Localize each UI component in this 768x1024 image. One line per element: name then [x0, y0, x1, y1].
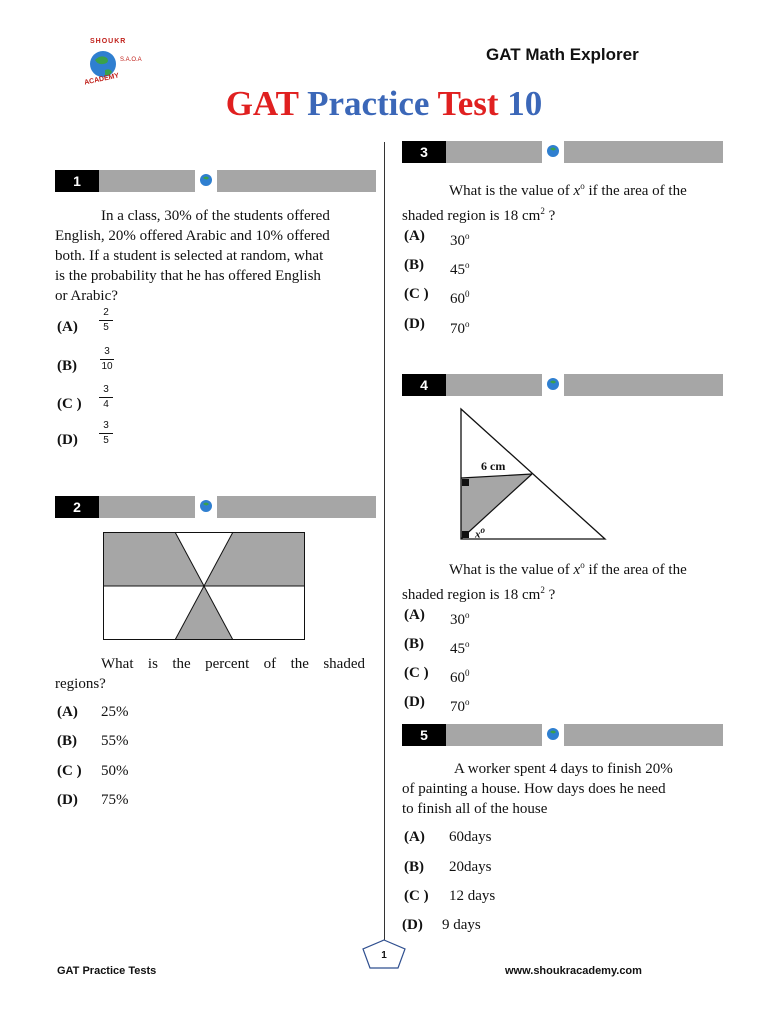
option-label: (D) — [57, 432, 78, 448]
fraction-denominator: 10 — [101, 361, 113, 372]
question-2-number: 2 — [55, 496, 99, 518]
fraction-numerator: 3 — [99, 419, 113, 434]
question-5-bar — [402, 724, 723, 746]
option-label: (A) — [404, 228, 425, 244]
question-3-number: 3 — [402, 141, 446, 163]
option-label: (C ) — [404, 286, 429, 302]
option-value: 55% — [101, 733, 129, 749]
q5-line: of painting a house. How days does he need — [402, 781, 666, 797]
degree-mark: o — [465, 231, 470, 241]
option-value: 60 — [450, 291, 465, 307]
fraction-denominator: 5 — [103, 435, 109, 446]
q4-line — [402, 580, 722, 605]
degree-mark: o — [480, 525, 485, 535]
question-4-bar — [402, 374, 723, 396]
q5-option-d[interactable] — [402, 914, 542, 936]
option-value: 75% — [101, 792, 129, 808]
q2-option-b[interactable] — [57, 730, 177, 752]
question-1-text — [55, 206, 375, 306]
question-3-text — [402, 176, 722, 226]
question-1-number: 1 — [55, 170, 99, 192]
q5-line: to finish all of the house — [402, 801, 548, 817]
degree-mark: o — [580, 560, 585, 570]
question-4-number: 4 — [402, 374, 446, 396]
option-value: 60days — [449, 829, 492, 845]
q3-option-c[interactable] — [404, 283, 524, 305]
q1-line: is the probability that he has offered English — [55, 268, 321, 284]
page-number-badge — [362, 939, 406, 969]
option-label: (A) — [404, 829, 425, 845]
q4-line — [402, 555, 722, 580]
q4-text-d: ? — [544, 587, 556, 603]
option-label: (B) — [57, 358, 77, 374]
q4-option-c[interactable] — [404, 662, 524, 684]
q3-option-d[interactable] — [404, 313, 524, 335]
q3-option-b[interactable] — [404, 254, 524, 276]
q4-option-d[interactable] — [404, 691, 524, 713]
footer-website-link[interactable]: www.shoukracademy.com — [505, 965, 642, 977]
q3-option-a[interactable] — [404, 225, 524, 247]
option-label: (C ) — [57, 396, 82, 412]
option-value: 30 — [450, 233, 465, 249]
degree-mark: o — [465, 319, 470, 329]
option-value: 25% — [101, 704, 129, 720]
q2-option-a[interactable] — [57, 701, 177, 723]
option-label: (C ) — [57, 763, 82, 779]
option-label: (D) — [404, 694, 425, 710]
option-value: 70 — [450, 699, 465, 715]
option-label: (A) — [404, 607, 425, 623]
option-value: 60 — [450, 670, 465, 686]
fraction-denominator: 5 — [103, 322, 109, 333]
option-label: (D) — [404, 316, 425, 332]
option-label: (D) — [57, 792, 78, 808]
q1-line: both. If a student is selected at random, what — [55, 248, 324, 264]
logo-top-text: SHOUKR — [90, 38, 127, 45]
question-1-bar — [55, 170, 376, 192]
question-4-figure — [455, 405, 610, 545]
square-mark: 2 — [540, 585, 545, 595]
option-value: 50% — [101, 763, 129, 779]
q3-text-d: ? — [544, 208, 556, 224]
question-2-figure — [103, 532, 305, 640]
q3-line — [402, 201, 722, 226]
option-label: (B) — [404, 257, 424, 273]
column-divider — [384, 142, 385, 942]
page-title — [0, 84, 768, 124]
title-number: 10 — [507, 84, 543, 123]
fraction-numerator: 2 — [99, 306, 113, 321]
option-label: (B) — [404, 859, 424, 875]
q4-var: x — [573, 562, 581, 578]
option-value: 45 — [450, 641, 465, 657]
q5-option-a[interactable] — [404, 826, 544, 848]
option-value: 9 days — [442, 917, 481, 933]
degree-mark: o — [465, 260, 470, 270]
q5-option-c[interactable] — [404, 885, 544, 907]
q3-var: x — [573, 183, 581, 199]
title-test: Test — [437, 84, 499, 123]
mini-logo-icon — [195, 166, 217, 194]
option-label: (A) — [57, 704, 78, 720]
q3-line — [402, 176, 722, 201]
q2-line: What is the percent of the shaded — [101, 656, 365, 672]
q2-option-c[interactable] — [57, 760, 177, 782]
option-label: (B) — [404, 636, 424, 652]
option-value: 45 — [450, 262, 465, 278]
footer-left: GAT Practice Tests — [57, 965, 157, 977]
q4-text-a: What is the value of — [449, 562, 574, 578]
mini-logo-icon — [195, 492, 217, 520]
degree-mark: o — [465, 697, 470, 707]
option-label: (C ) — [404, 888, 429, 904]
academy-logo — [78, 40, 148, 88]
degree-mark: 0 — [465, 289, 470, 299]
question-3-bar — [402, 141, 723, 163]
q4-option-b[interactable] — [404, 633, 524, 655]
q4-text-b: if the area of the — [584, 562, 687, 578]
fraction-numerator: 3 — [99, 383, 113, 398]
page-number: 1 — [381, 950, 387, 961]
q3-text-b: if the area of the — [584, 183, 687, 199]
brand-name: GAT Math Explorer — [486, 45, 639, 64]
degree-mark: o — [465, 639, 470, 649]
option-value: 70 — [450, 321, 465, 337]
option-label: (C ) — [404, 665, 429, 681]
degree-mark: 0 — [465, 668, 470, 678]
q1-line: English, 20% offered Arabic and 10% offered — [55, 228, 330, 244]
fraction-numerator: 3 — [100, 345, 114, 360]
mini-logo-icon — [542, 370, 564, 398]
q4-option-a[interactable] — [404, 604, 524, 626]
q1-line: or Arabic? — [55, 288, 118, 304]
title-gat: GAT — [225, 84, 299, 123]
q5-option-b[interactable] — [404, 856, 544, 878]
square-mark: 2 — [540, 206, 545, 216]
mini-logo-icon — [542, 720, 564, 748]
angle-label — [475, 525, 485, 541]
option-value: 20days — [449, 859, 492, 875]
side-length-label: 6 cm — [481, 459, 506, 473]
q3-text-a: What is the value of — [449, 183, 574, 199]
q1-option-a[interactable] — [57, 307, 177, 338]
q4-text-c: shaded region is 18 cm — [402, 587, 541, 603]
option-label: (B) — [57, 733, 77, 749]
mini-logo-icon — [542, 137, 564, 165]
option-value: 12 days — [449, 888, 496, 904]
q1-option-b[interactable] — [57, 346, 177, 377]
logo-bottom-text: ACADEMY — [83, 72, 120, 87]
question-2-bar — [55, 496, 376, 518]
logo-side-text: S.A.O.A — [120, 57, 142, 63]
q2-option-d[interactable] — [57, 789, 177, 811]
question-5-number: 5 — [402, 724, 446, 746]
question-4-text — [402, 555, 722, 605]
question-2-text — [55, 654, 365, 694]
fraction-denominator: 4 — [103, 399, 109, 410]
question-5-text — [402, 759, 722, 819]
q1-option-c[interactable] — [57, 384, 177, 415]
option-label: (D) — [402, 917, 423, 933]
degree-mark: o — [465, 610, 470, 620]
q1-line: In a class, 30% of the students offered — [101, 208, 330, 224]
q3-text-c: shaded region is 18 cm — [402, 208, 541, 224]
q5-line: A worker spent 4 days to finish 20% — [454, 761, 673, 777]
title-practice: Practice — [307, 84, 430, 123]
angle-var: x — [475, 528, 481, 541]
q2-line: regions? — [55, 676, 106, 692]
option-value: 30 — [450, 612, 465, 628]
option-label: (A) — [57, 319, 78, 335]
q1-option-d[interactable] — [57, 420, 177, 451]
degree-mark: o — [580, 181, 585, 191]
